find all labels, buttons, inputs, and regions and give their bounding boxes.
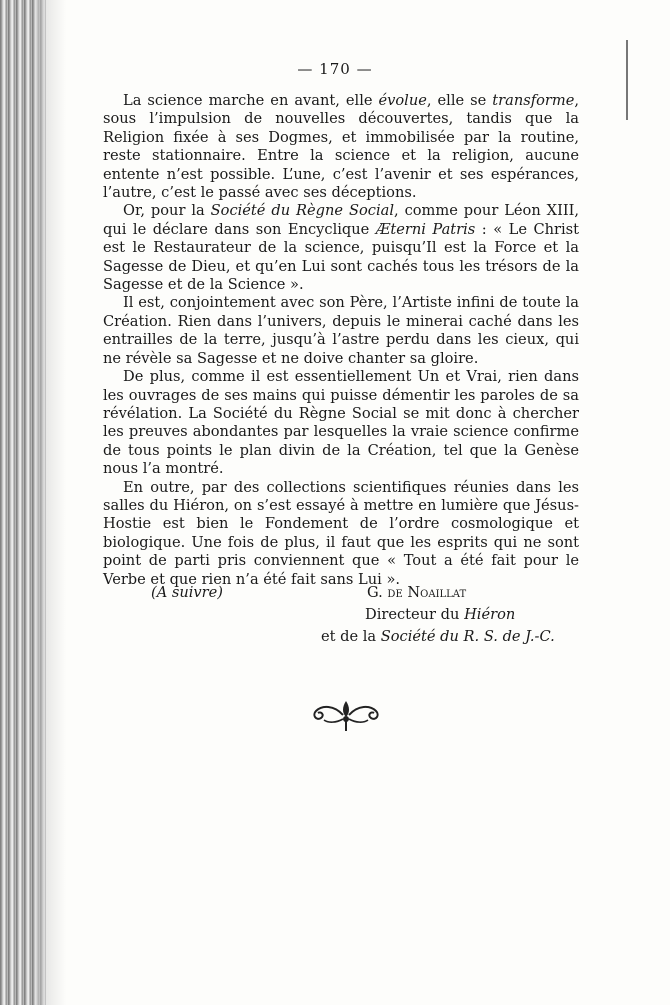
- paragraph: [103, 294, 579, 368]
- society-prefix: et de la: [321, 628, 381, 645]
- role-prefix: Directeur du: [365, 606, 465, 623]
- paragraph-text: , elle se: [426, 92, 493, 109]
- paragraph: [103, 92, 579, 202]
- author-initial: G.: [367, 584, 383, 601]
- fleuron-ornament-icon: [306, 695, 386, 735]
- role-place: Hiéron: [464, 606, 516, 623]
- author-role: [365, 604, 515, 626]
- italic-text: Æterni Patris: [375, 220, 476, 238]
- paragraph-text: , sous l’impulsion de nouvelles découvertes, tandis que la Religion fixée à ses Dogmes, et immobilisée par la routine, reste stationnaire. Entre la science et la religion, aucune entente n’est possible. L’une, c’est l’avenir et ses espérances, l’autre, c’est le passé avec ses déceptions.: [103, 92, 579, 202]
- paragraph-text: De plus, comme il est essentiellement Un et Vrai, rien dans les ouvrages de ses mains qui puisse démentir les paroles de sa révélation. La Société du Règne Social se mit donc à chercher les preuves abondantes par lesquelles la vraie science confirme de tous points le plan divin de la Création, tel que la Genèse nous l’a montré.: [103, 368, 579, 478]
- page-edge-mark: [626, 40, 628, 120]
- italic-text: transforme: [492, 92, 575, 109]
- page-number: — 170 —: [297, 60, 373, 78]
- author-society: [321, 626, 555, 648]
- paragraph-text: , comme pour Léon XIII, qui le déclare dans son Encyclique: [103, 202, 580, 238]
- author-surname: Noaillat: [407, 584, 467, 601]
- author-particle: de: [387, 584, 403, 601]
- paragraph: [103, 479, 579, 589]
- paragraph-text: Or, pour la: [123, 202, 211, 220]
- italic-text: évolue: [378, 92, 427, 109]
- society-name: Société du R. S. de J.-C.: [380, 628, 555, 645]
- to-be-continued-note: (A suivre): [151, 584, 223, 601]
- italic-text: Société du Règne Social: [210, 202, 394, 220]
- paragraph-text: La science marche en avant, elle: [123, 92, 379, 109]
- binding-fade: [36, 0, 66, 1005]
- body-text: [103, 92, 579, 589]
- paragraph: [103, 202, 579, 294]
- paragraph-text: : « Le Christ est le Restaurateur de la science, puisqu’Il est la Force et la Sagesse de Dieu, et qu’en Lui sont cachés tous les trésors de la Sagesse et de la Science ».: [103, 220, 580, 294]
- paragraph-text: Il est, conjointement avec son Père, l’Artiste infini de toute la Création. Rien dans l’univers, depuis le minerai caché dans les entrailles de la terre, jusqu’à l’astre perdu dans les cieux, qui ne révèle sa Sagesse et ne doive chanter sa gloire.: [103, 294, 579, 367]
- paragraph: [103, 368, 579, 478]
- author-name: [367, 582, 466, 604]
- paragraph-text: En outre, par des collections scientifiques réunies dans les salles du Hiéron, on s’est essayé à mettre en lumière que Jésus-Hostie est bien le Fondement de l’ordre cosmologique et biologique. Une fois de plus, il faut que les esprits qui ne sont point de parti pris conviennent que « Tout a été fait pour le Verbe et que rien n’a été fait sans Lui ».: [103, 478, 579, 588]
